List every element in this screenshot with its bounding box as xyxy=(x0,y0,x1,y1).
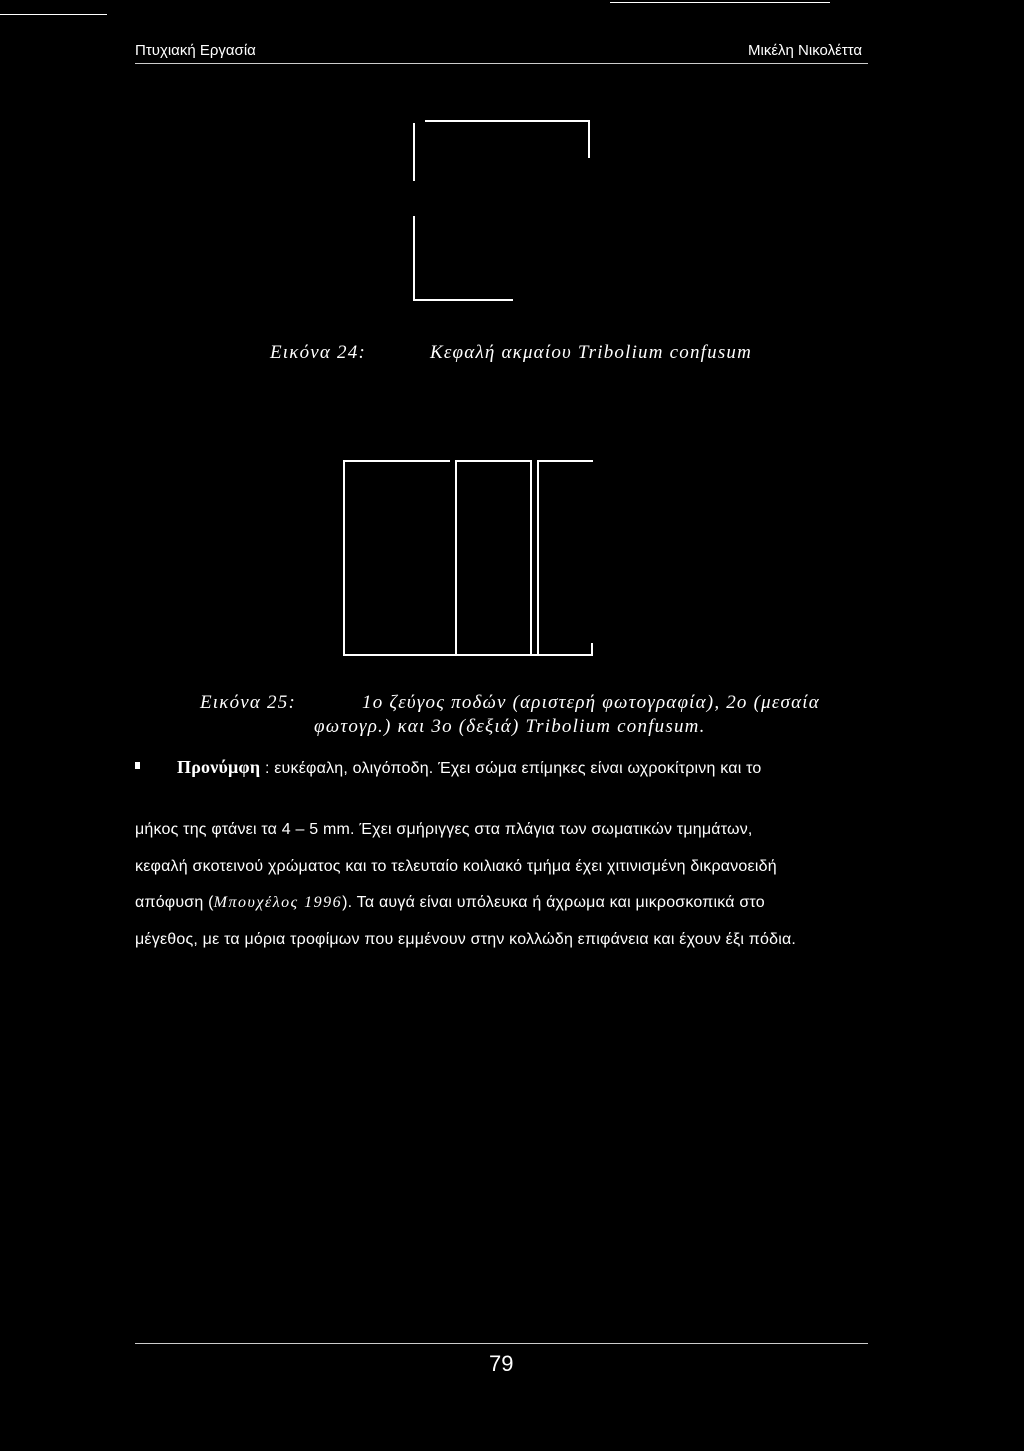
paragraph-line-4: απόφυση (Μπουχέλος 1996). Τα αυγά είναι υπόλευκα ή άχρωμα και μικροσκοπικά στο xyxy=(135,894,765,911)
paragraph-heading: Προνύμφη xyxy=(177,757,261,777)
paragraph-line-2: μήκος της φτάνει τα 4 – 5 mm. Έχει σμήριγγες στα πλάγια των σωματικών τμημάτων, xyxy=(135,821,753,838)
bullet-icon xyxy=(135,762,140,769)
page-number: 79 xyxy=(489,1351,514,1376)
figure-25-label: Εικόνα 25: xyxy=(200,692,296,713)
paragraph-line-3: κεφαλή σκοτεινού χρώματος και το τελευταίο κοιλιακό τμήμα έχει χιτινισμένη δικρανοειδή xyxy=(135,858,777,875)
figure-24-label: Εικόνα 24: xyxy=(270,342,366,363)
paragraph-line-1-text: : ευκέφαλη, ολιγόποδη. Έχει σώμα επίμηκες είναι ωχροκίτρινη και το xyxy=(264,760,762,777)
header-left: Πτυχιακή Εργασία xyxy=(135,42,256,59)
figure-25-caption-line1: 1ο ζεύγος ποδών (αριστερή φωτογραφία), 2ο (μεσαία xyxy=(362,692,820,713)
footer-rule xyxy=(135,1343,868,1344)
figure-24-caption: Κεφαλή ακμαίου Tribolium confusum xyxy=(430,342,753,363)
citation: Μπουχέλος 1996 xyxy=(213,894,343,911)
top-rule xyxy=(0,14,107,15)
paragraph-line-1 xyxy=(177,757,762,779)
figure-25-caption-line2: φωτογρ.) και 3ο (δεξιά) Tribolium confusum. xyxy=(314,716,706,737)
top-rule-right xyxy=(610,2,830,3)
header-rule xyxy=(135,63,868,64)
paragraph-line-5: μέγεθος, με τα μόρια τροφίμων που εμμένουν στην κολλώδη επιφάνεια και έχουν έξι πόδια. xyxy=(135,931,797,948)
header-right: Μικέλη Νικολέττα xyxy=(748,42,863,59)
